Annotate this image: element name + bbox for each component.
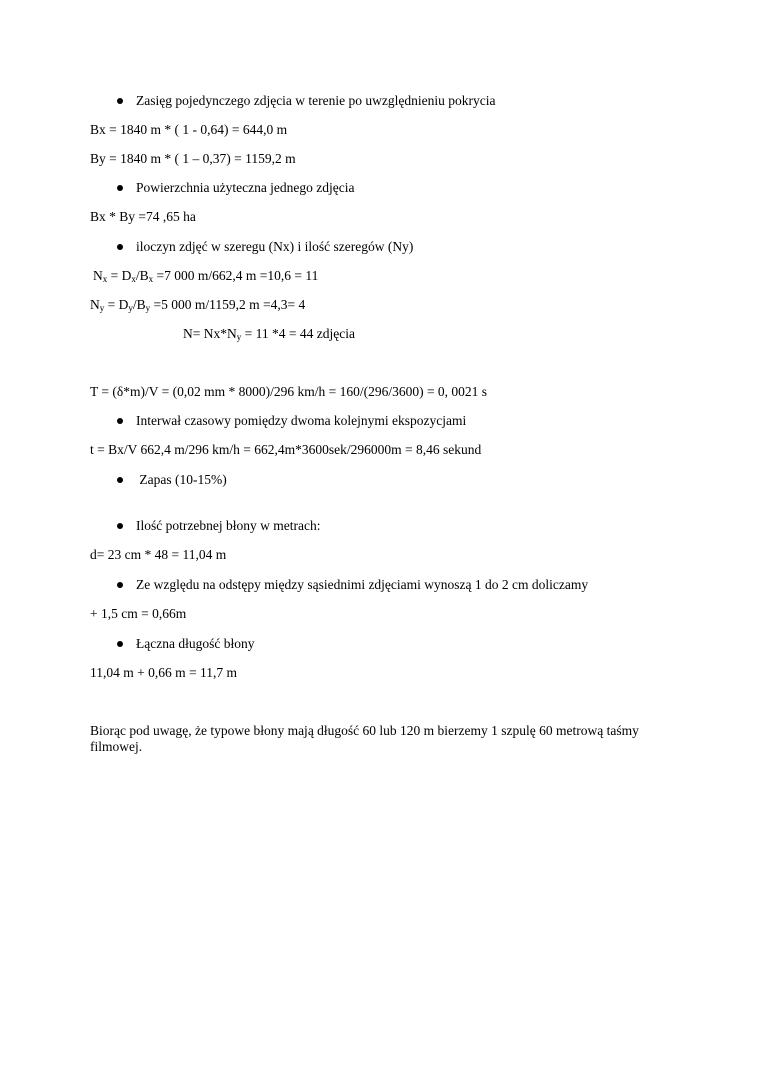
bullet-reserve-text: Zapas (10-15%) xyxy=(136,472,227,487)
by-formula: By = 1840 m * ( 1 – 0,37) = 1159,2 m xyxy=(90,151,296,166)
film-length-formula: d= 23 cm * 48 = 11,04 m xyxy=(90,547,227,562)
bullet-spacing-text: Ze względu na odstępy między sąsiednimi zdjęciami wynoszą 1 do 2 cm doliczamy xyxy=(136,577,589,592)
bullet-film-needed-text: Ilość potrzebnej błony w metrach: xyxy=(136,518,321,533)
ny-subscript: y xyxy=(145,303,151,313)
bullet-time-interval xyxy=(117,413,466,429)
bullet-spacing xyxy=(117,577,588,593)
n-part: = 11 *4 = 44 zdjęcia xyxy=(241,326,355,341)
bullet-usable-area xyxy=(117,180,355,196)
bullet-icon xyxy=(117,641,123,647)
nx-part: N xyxy=(93,268,103,283)
bullet-total-length xyxy=(117,636,254,652)
bullet-photo-count-text: iloczyn zdjęć w szeregu (Nx) i ilość szeregów (Ny) xyxy=(136,239,414,254)
nx-part: /B xyxy=(135,268,149,283)
bullet-icon xyxy=(117,185,123,191)
bullet-icon xyxy=(117,418,123,424)
bullet-icon xyxy=(117,582,123,588)
bullet-icon xyxy=(117,523,123,529)
bullet-photo-count xyxy=(117,239,413,255)
ny-formula xyxy=(90,297,305,313)
nx-subscript: x xyxy=(148,274,154,284)
ny-part: /B xyxy=(132,297,146,312)
interval-formula: t = Bx/V 662,4 m/296 km/h = 662,4m*3600sek/296000m = 8,46 sekund xyxy=(90,442,482,457)
bullet-coverage-range xyxy=(117,93,495,109)
n-total-formula xyxy=(183,326,355,342)
bullet-icon xyxy=(117,477,123,483)
total-length-formula: 11,04 m + 0,66 m = 11,7 m xyxy=(90,665,237,680)
bullet-reserve xyxy=(117,472,227,488)
nx-subscript: x xyxy=(102,274,108,284)
ny-subscript: y xyxy=(99,303,105,313)
bullet-time-interval-text: Interwał czasowy pomiędzy dwoma kolejnymi ekspozycjami xyxy=(136,413,467,428)
bullet-total-length-text: Łączna długość błony xyxy=(136,636,255,651)
ny-subscript: y xyxy=(128,303,133,313)
bullet-coverage-range-text: Zasięg pojedynczego zdjęcia w terenie po uwzględnieniu pokrycia xyxy=(136,93,496,108)
nx-part: = D xyxy=(107,268,132,283)
nx-part: =7 000 m/662,4 m =10,6 = 11 xyxy=(153,268,319,283)
bullet-usable-area-text: Powierzchnia użyteczna jednego zdjęcia xyxy=(136,180,355,195)
ny-part: =5 000 m/1159,2 m =4,3= 4 xyxy=(150,297,306,312)
ny-part: N xyxy=(90,297,100,312)
n-part: N= Nx*N xyxy=(183,326,237,341)
bullet-icon xyxy=(117,244,123,250)
area-formula: Bx * By =74 ,65 ha xyxy=(90,209,196,224)
spacing-formula: + 1,5 cm = 0,66m xyxy=(90,606,187,621)
conclusion-paragraph: Biorąc pod uwagę, że typowe błony mają długość 60 lub 120 m bierzemy 1 szpulę 60 metrową taśmy filmowej. xyxy=(90,723,639,754)
n-subscript: y xyxy=(236,332,242,342)
nx-formula xyxy=(93,268,318,284)
bx-formula: Bx = 1840 m * ( 1 - 0,64) = 644,0 m xyxy=(90,122,288,137)
bullet-icon xyxy=(117,98,123,104)
nx-subscript: x xyxy=(131,274,136,284)
bullet-film-needed xyxy=(117,518,320,534)
exposure-time-formula: T = (δ*m)/V = (0,02 mm * 8000)/296 km/h = 160/(296/3600) = 0, 0021 s xyxy=(90,384,488,399)
ny-part: = D xyxy=(104,297,129,312)
